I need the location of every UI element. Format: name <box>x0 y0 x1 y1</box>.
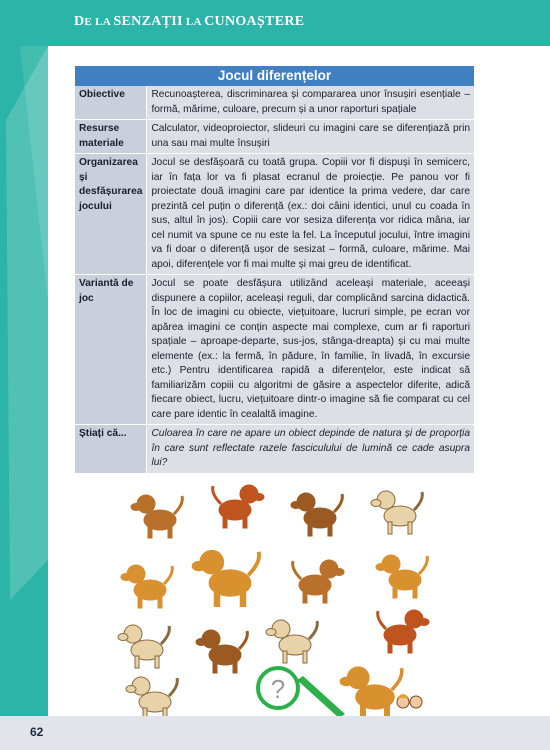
table-title: Jocul diferențelor <box>75 66 474 86</box>
table-row <box>75 86 474 120</box>
chapter-title: DE LA SENZAȚII LA CUNOAȘTERE <box>74 14 305 29</box>
svg-text:?: ? <box>270 674 286 704</box>
dog-icon <box>376 555 427 598</box>
table-row <box>75 154 474 275</box>
pencil-icon <box>297 676 345 718</box>
dog-icon <box>371 491 422 534</box>
row-text: Culoarea în care ne apare un obiect depinde de natura și de proporția în care sunt reflectate razele fasciculului de lumină ce cade asupra lui? <box>147 425 474 474</box>
dog-icon <box>131 495 182 538</box>
table-row <box>75 120 474 154</box>
dog-icon <box>192 551 259 607</box>
dog-icon <box>378 610 429 653</box>
row-text: Jocul se desfășoară cu toată grupa. Copiii vor fi dispuși în semicerc, iar în fața lor va fi plasat ecranul de proiecție. Pe panou vor fi proiectate două imagini care par identice la prima vedere, dar care prezintă cel puțin o diferență (ex.: doi câini identici, unul cu coada în sus, altul în jos). Copiii care vor sesiza diferența vor ridica mâna, iar cel numit va spune ce nu este la fel. La începutul jocului, între imagini va fi doar o diferență ușor de sesizat – formă, culoare, mărime. Mai apoi, diferențele vor fi mai multe și mai greu de identificat. <box>147 154 474 275</box>
game-table <box>75 66 474 474</box>
footer-bar <box>0 716 550 750</box>
magnifier-icon <box>258 668 298 708</box>
dogs-illustration <box>115 470 435 720</box>
table-row <box>75 275 474 425</box>
page-number: 62 <box>30 725 44 739</box>
dog-icon <box>213 485 264 528</box>
dog-icon <box>266 620 317 663</box>
row-label: Obiective <box>75 86 147 120</box>
dog-icon <box>340 667 402 719</box>
row-label: Resurse materiale <box>75 120 147 154</box>
row-text: Jocul se poate desfășura utilizând aceleași materiale, aceeași dispunere a copiilor, aceleași reguli, dar complicând sarcina didactică. În loc de imagini cu obiecte, viețuitoare, lucruri simple, pe ecran vor apărea imagini ce conțin aspecte mai complexe, cum ar fi raporturi spațiale – aproape-departe, sus-jos, stânga-dreapta) și cu mai multe elemente (ex.: la fermă, în pădure, în familie, în livadă, în excursie etc.) Pentru identificarea rapidă a diferențelor, este indicat să familiarizăm copiii cu algoritmi de găsire a aspectelor diferite, adică fiecare obiect, lucru, viețuitoare dintr-o imagine să fie comparat cu cel care pare identic în cealaltă imagine. <box>147 275 474 425</box>
children-faces-icon <box>397 694 422 708</box>
dog-icon <box>293 560 344 603</box>
row-label: Variantă de joc <box>75 275 147 425</box>
dog-icon <box>291 493 342 536</box>
row-label: Organizarea și desfășurarea jocului <box>75 154 147 275</box>
dog-icon <box>196 630 247 673</box>
dog-icon <box>121 565 172 608</box>
row-text: Calculator, videoproiector, slideuri cu imagini care se diferențiază prin una sau mai multe însușiri <box>147 120 474 154</box>
table-row <box>75 425 474 474</box>
row-label: Știați că... <box>75 425 147 474</box>
dog-icon <box>118 625 169 668</box>
dog-icon <box>126 677 177 720</box>
row-text: Recunoașterea, discriminarea și compararea unor însușiri esențiale – formă, mărime, culoare, precum și a unor raporturi spațiale <box>147 86 474 120</box>
